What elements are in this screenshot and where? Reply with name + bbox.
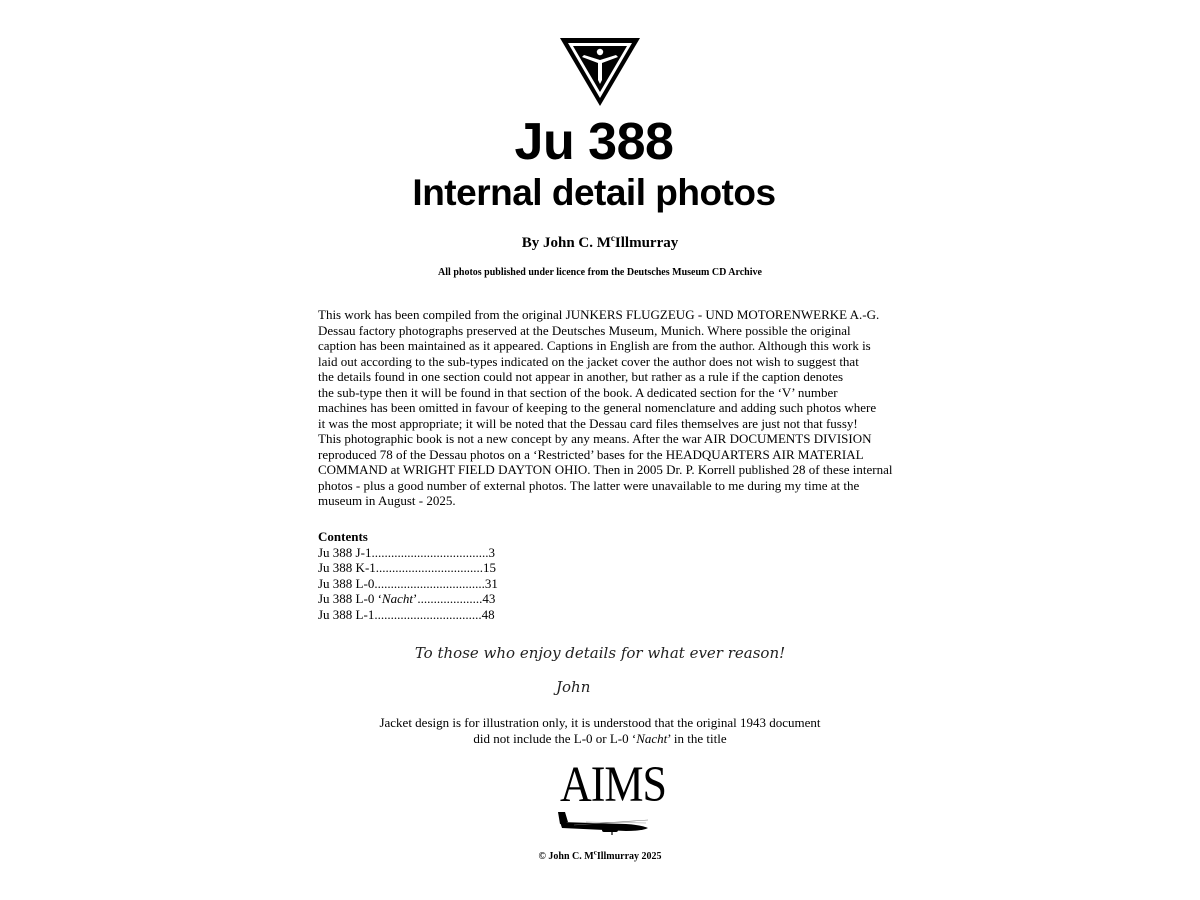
contents-item-l0: Ju 388 L-0..................................31 bbox=[318, 575, 498, 591]
page-title: Ju 388 bbox=[514, 113, 674, 171]
intro-line: Dessau factory photographs preserved at the Deutsches Museum, Munich. Where possible the original bbox=[318, 322, 851, 338]
intro-line: caption has been maintained as it appeared. Captions in English are from the author. Although this work is bbox=[318, 338, 871, 353]
author-line: By John C. $M^cIllmurray$ bbox=[521, 233, 679, 251]
intro-line: photos - plus a good number of external photos. The latter were unavailable to me during my time at the bbox=[318, 477, 860, 493]
intro-line: This photographic book is not a new concept by any means. After the war AIR DOCUMENTS DIVISION bbox=[318, 431, 872, 446]
contents-item-l1: Ju 388 L-1.................................48 bbox=[318, 606, 495, 622]
publisher-logo: AIMS bbox=[560, 756, 667, 813]
page-subtitle: Internal detail photos bbox=[412, 172, 776, 213]
intro-line: This work has been compiled from the original JUNKERS FLUGZEUG - UND MOTORENWERKE A.-G. bbox=[318, 307, 880, 322]
intro-line: laid out according to the sub-types indicated on the jacket cover the author does not wish to suggest that bbox=[318, 353, 859, 369]
intro-line: COMMAND at WRIGHT FIELD DAYTON OHIO. Then in 2005 Dr. P. Korrell published 28 of these internal bbox=[318, 462, 893, 477]
jacket-note: Jacket design is for illustration only, it is understood that the original 1943 document did not include the L-0 or L-0 ‘Nacht’ in the title bbox=[379, 715, 821, 746]
junkers-triangle-emblem-icon bbox=[558, 36, 642, 108]
intro-line: the sub-type then it will be found in that section of the book. A dedicated section for the ‘V’ number bbox=[318, 384, 838, 400]
aircraft-silhouette-icon bbox=[556, 808, 652, 836]
dedication: To those who enjoy details for what ever reason! bbox=[414, 644, 786, 662]
contents-heading: Contents bbox=[318, 529, 368, 544]
intro-line: machines has been omitted in favour of keeping to the general nomenclature and adding such photos where bbox=[318, 400, 877, 415]
intro-paragraph bbox=[318, 307, 898, 509]
intro-line: reproduced 78 of the Dessau photos on a ‘Restricted’ bases for the HEADQUARTERS AIR MATERIAL bbox=[318, 446, 864, 462]
intro-line: it was the most appropriate; it will be noted that the Dessau card files themselves are just not that fussy! bbox=[318, 415, 858, 431]
copyright-notice: © John C. $M^cIllmurray$ 2025 bbox=[538, 848, 662, 862]
licence-note: All photos published under licence from the Deutsches Museum CD Archive bbox=[438, 267, 762, 278]
intro-line: the details found in one section could not appear in another, but rather as a rule if the caption denotes bbox=[318, 369, 844, 384]
intro-line: museum in August - 2025. bbox=[318, 493, 456, 508]
contents-item-j1: Ju 388 J-1....................................3 bbox=[318, 544, 495, 560]
signature: John bbox=[556, 678, 591, 696]
table-of-contents bbox=[318, 529, 498, 622]
contents-item-k1: Ju 388 K-1.................................15 bbox=[318, 560, 497, 575]
contents-item-l0-nacht: Ju 388 L-0 ‘Nacht’....................43 bbox=[318, 591, 496, 606]
